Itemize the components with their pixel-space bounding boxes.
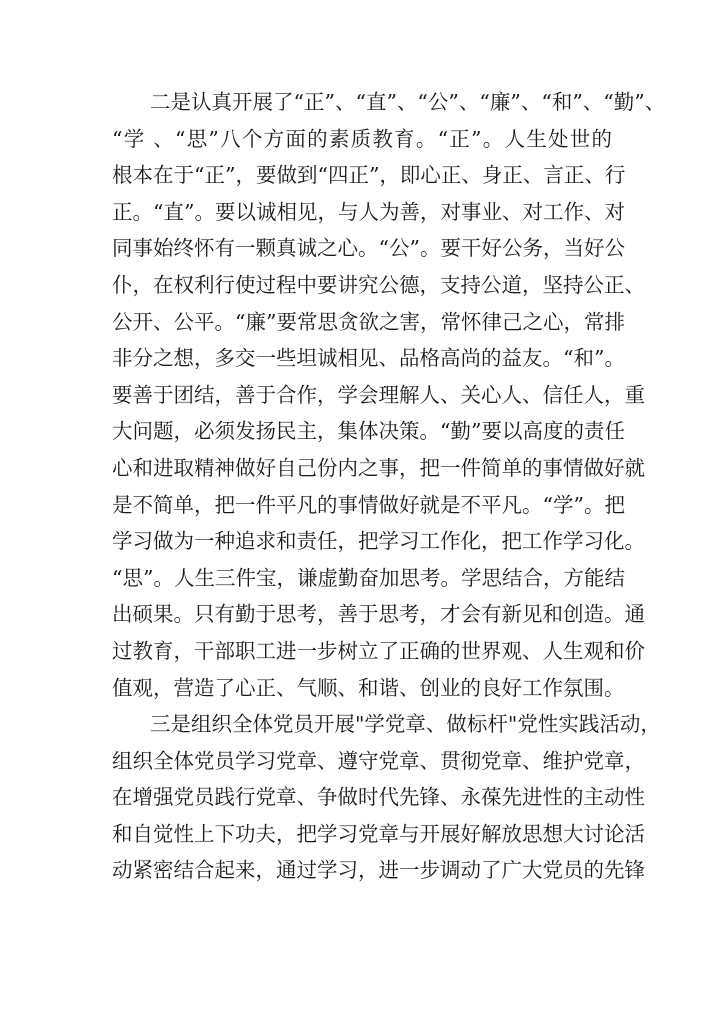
paragraph-line: 在增强党员践行党章、争做时代先锋、永葆先进性的主动性: [112, 785, 645, 810]
paragraph-line: 心和进取精神做好自己份内之事，把一件简单的事情做好就: [112, 455, 645, 480]
paragraph-line: 学习做为一种追求和责任，把学习工作化，把工作学习化。: [112, 529, 645, 554]
paragraph-line: 动紧密结合起来，通过学习，进一步调动了广大党员的先锋: [112, 858, 645, 883]
paragraph-line: 二是认真开展了“正”、“直”、“公”、“廉”、“和”、“勤”、: [150, 90, 666, 114]
paragraph-line: 根本在于“正”，要做到“四正”，即心正、身正、言正、行: [112, 163, 626, 188]
paragraph-party-constitution: [112, 706, 661, 889]
paragraph-line: 组织全体党员学习党章、遵守党章、贯彻党章、维护党章，: [112, 748, 645, 773]
paragraph-line: 公开、公平。“廉”要常思贪欲之害，常怀律己之心，常排: [112, 309, 625, 334]
paragraph-line: 三是组织全体党员开展"学党章、做标杆"党性实践活动，: [150, 712, 661, 737]
paragraph-line: 正。“直”。要以诚相见，与人为善，对事业、对工作、对: [112, 199, 625, 224]
paragraph-line: 值观，营造了心正、气顺、和谐、创业的良好工作氛围。: [112, 675, 625, 700]
paragraph-line: 仆，在权利行使过程中要讲究公德，支持公道，坚持公正、: [112, 272, 645, 297]
paragraph-line: 同事始终怀有一颗真诚之心。“公”。要干好公务，当好公: [112, 236, 625, 261]
paragraph-line: “思”。人生三件宝，谦虚勤奋加思考。学思结合，方能结: [112, 565, 625, 590]
paragraph-line: 和自觉性上下功夫，把学习党章与开展好解放思想大讨论活: [112, 821, 645, 846]
paragraph-line: “学 、“思”八个方面的素质教育。“正”。人生处世的: [112, 126, 612, 151]
paragraph-line: 过教育，干部职工进一步树立了正确的世界观、人生观和价: [112, 638, 645, 663]
paragraph-line: 大问题，必须发扬民主，集体决策。“勤”要以高度的责任: [112, 419, 625, 444]
document-body: [112, 84, 666, 889]
paragraph-quality-education: [112, 84, 666, 706]
paragraph-line: 出硕果。只有勤于思考，善于思考，才会有新见和创造。通: [112, 602, 645, 627]
paragraph-line: 要善于团结，善于合作，学会理解人、关心人、信任人，重: [112, 382, 645, 407]
paragraph-line: 是不简单，把一件平凡的事情做好就是不平凡。“学”。把: [112, 492, 625, 517]
paragraph-line: 非分之想，多交一些坦诚相见、品格高尚的益友。“和”。: [112, 346, 625, 371]
